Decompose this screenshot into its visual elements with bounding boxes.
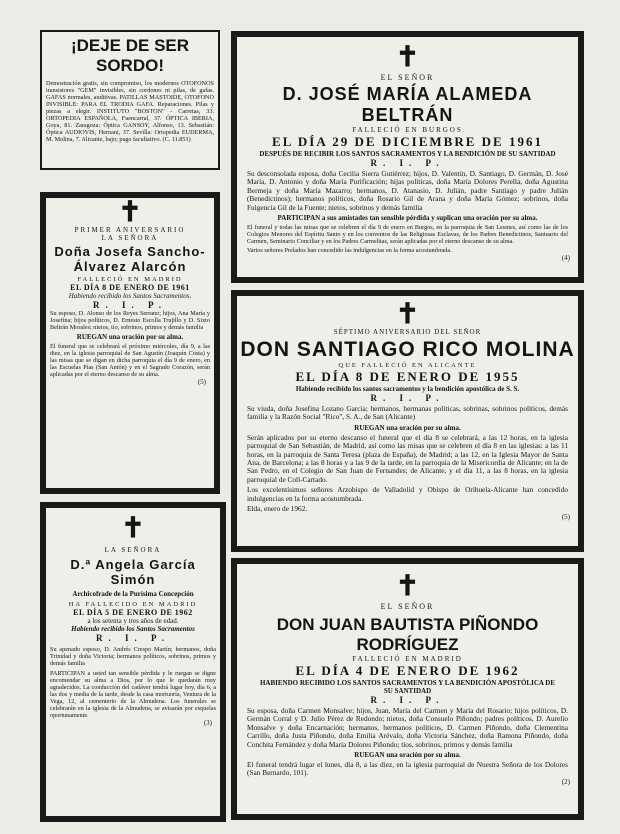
participan-text: PARTICIPAN a usted tan sensible pérdida y le ruegan se digne encomendar su alma a Dios, por lo que le quedarán muy agradecidos. La conducción del cadáver tendrá lugar hoy, día 6, a las dos y media de la tarde, desde la casa mortuoria, Ventura de la Vega, 12, al cementerio de la Almudena. Los funerales se celebrarán en la iglesia de la Almudena, se avisarán por esquelas oportunamente. (50, 670, 216, 719)
rip: R. I. P. (370, 393, 445, 403)
death-date: EL DÍA 5 DE ENERO DE 1962 (73, 608, 193, 617)
cross-icon: ✝ (395, 571, 420, 602)
anniversary-header: PRIMER ANIVERSARIO (74, 226, 186, 234)
fallecio-label: FALLECIÓ EN BURGOS (352, 126, 463, 134)
funeral-text: El funeral tendrá lugar el lunes, día 8, a las diez, en la iglesia parroquial de Nuestra Señora de los Dolores (San Bernardo, 101). (247, 760, 568, 778)
misas-text: Serán aplicados por su eterno descanso el funeral que el día 8 se celebrará, a las 12 horas, en la iglesia parroquial de San Sebastián, de Madrid, así como las misas que se celebren el día 8 en las iglesias: a las 11 horas, en la parroquia de Santa Teresa (plaza de España), de Madrid; a las 12, en la Iglesia Mayor de Santa Ana, de Barcelona; a las 8 horas y a las 9 de la tarde, en la parroquia de la Misericordia de Alicante; en la de San Pedro, en el Colegio de San Juan de Fernandes; de Alicante, y el día 11, a las 8 horas, en la iglesia parroquial de Coll-Cartado. (247, 432, 568, 484)
rip: R. I. P. (370, 158, 445, 168)
sacramentos: Habiendo recibido los santos sacramentos y la bendición apostólica de S. S. (295, 385, 520, 393)
ad-headline: ¡DEJE DE SER SORDO! (70, 36, 190, 75)
death-date: EL DÍA 29 DE DICIEMBRE DE 1961 (272, 134, 543, 149)
participan-text: PARTICIPAN a sus amistades tan sensible pérdida y suplican una oración por su alma. (277, 214, 538, 223)
rip: R. I. P. (93, 300, 167, 310)
death-date: EL DÍA 4 DE ENERO DE 1962 (295, 663, 520, 678)
la-senora-label: LA SEÑORA (104, 546, 162, 554)
deceased-name: DON JUAN BAUTISTA PIÑONDO RODRÍGUEZ (276, 615, 539, 654)
ad-ref: (5) (197, 378, 206, 386)
family-text: Su viuda, doña Josefina Lozano García; hermanos, hermanas políticas, sobrinas, sobrinos políticos, demás familia y la Razón Social "Rico", S. A., de San (Alicante) (247, 404, 568, 422)
family-text: Su esposo, D. Alonso de los Reyes Serrano; hijos, Ana María y Josefina; hijos políticos, D. Ernesto Escolla Trujillo y D. Sixto Beltrán Morales; nietos, tío, sobrinos, primos y demás familia (50, 310, 210, 331)
sacramentos: DESPUÉS DE RECIBIR LOS SANTOS SACRAMENTOS Y LA BENDICIÓN DE SU SANTIDAD (259, 150, 556, 158)
cross-icon: ✝ (395, 299, 420, 330)
deceased-name: Doña Josefa Sancho-Álvarez Alarcón (54, 244, 206, 274)
el-senor-label: EL SEÑOR (380, 73, 435, 82)
sacramentos: HABIENDO RECIBIDO LOS SANTOS SACRAMENTOS Y LA BENDICIÓN APOSTÓLICA DE SU SANTIDAD (259, 679, 556, 695)
deceased-name: D.ª Angela García Simón (70, 557, 196, 587)
ad-ref: (4) (561, 254, 570, 263)
fallecio-label: QUE FALLECIÓ EN ALICANTE (338, 362, 477, 369)
ad-body: Demostración gratis, sin compromiso, los modernos OTOFONOS transistores "GEM" invisibles, sin cordones ni pilas, de gafas. GAFAS normales, auditivas. PATILLAS MASTOIDE, OTOFONO INVISIBLE: PARA EL TRODIA GAFA. Reparaciones. Pilas y piezas a elegir. INSTITUTO "BOSTON" - Carretas, 33. ORTOPEDIA ESPAÑOLA, Fuencarral, 37. ÓPTICA IBERIA, Goya, 81. Zaragoza: Óptica GANSOY, Alfonso, 13. Sebastián: Óptica AUDIOVIS, Hernani, 37. Sevilla: Ortopedia EUDERMA, M. Molina, 7. Alicante, bajo; pago facultativo. (C. 11.851) (46, 80, 214, 143)
misas-text: El funeral y todas las misas que se celebren el día 9 de enero en Burgos, en la parroquia de San Lesmes, así como las de los Colegios Menores del Espíritu Santo y en los conventos de las Religiosas Esclavas, de los Padres Benedictinos, Santuario del Carmen, Seminario Conciliar y en los Padres Carmelitas, serán aplicadas por el eterno descanso de su alma. (247, 224, 568, 246)
family-text: Su desconsolada esposa, doña Cecilia Sierra Gutiérrez; hijos, D. Valentín, D. Santiago, D. Germán, D. José María, D. Antonio y doña María Purificación; hijas políticas, doña María Dolores Perella, doña Agustina Bermeja y doña María Mazarro; hermanos, D. Atanasio, D. Julián, padre Santiago y padre Julián (Benedictinos); hermanos políticos, doña Rosario Gil de Arana y doña María Gómez; sobrinos, doña Fulgencia Gil de la Fuente; nietos, sobrinos y demás familia (247, 169, 568, 212)
fallecio-label: FALLECIÓ EN MADRID (77, 276, 183, 283)
fallecio-label: HA FALLECIDO EN MADRID (68, 601, 198, 608)
age: a los setenta y tres años de edad. (87, 617, 179, 625)
family-text: Su apenado esposo, D. Andrés Crespo Martín; hermanos, doña Trinidad y doña Victoria; hermanos políticos, sobrinos, primos y demás familia (50, 646, 216, 667)
fallecio-label: FALLECIÓ EN MADRID (352, 655, 463, 663)
ad-deje-de-ser-sordo (40, 30, 220, 170)
indulgencias-text: Varios señores Prelados han concedido las indulgencias en la forma acostumbrada. (247, 247, 452, 255)
cross-icon: ✝ (118, 197, 142, 228)
sacramentos: Habiendo recibido los Santos Sacramentos (71, 625, 195, 633)
anniversary-header: SÉPTIMO ANIVERSARIO DEL SEÑOR (333, 328, 482, 336)
deceased-name: D. JOSÉ MARÍA ALAMEDA BELTRÁN (282, 84, 533, 125)
indulgencias-text: Los excelentísimos señores Arzobispo de Valladolid y Obispo de Orihuela-Alicante han concedido indulgencias en la forma acostumbrada. (247, 485, 568, 503)
ruegan-text: RUEGAN una oración por su alma. (354, 423, 461, 432)
cross-icon: ✝ (395, 42, 420, 73)
ad-ref: (2) (561, 777, 570, 786)
cofradia: Archicofrade de la Purísima Concepción (72, 590, 194, 598)
sacramentos: Habiendo recibido los Santos Sacramentos. (68, 292, 192, 300)
ad-ref: (3) (203, 719, 212, 727)
ruegan-text: RUEGAN una oración por su alma. (76, 333, 184, 341)
cross-icon: ✝ (121, 513, 145, 544)
death-date: EL DÍA 8 DE ENERO DE 1955 (295, 369, 520, 384)
esquela-alameda (231, 31, 584, 283)
esquela-garcia (40, 502, 226, 822)
la-senora-label: LA SEÑORA (101, 234, 159, 242)
el-senor-label: EL SEÑOR (380, 602, 435, 611)
esquela-sancho (40, 192, 220, 494)
ruegan-text: RUEGAN una oración por su alma. (354, 751, 461, 760)
esquela-pinondo (231, 558, 584, 820)
family-text: Su esposa, doña Carmen Monsalve; hijos, Juan, María del Carmen y María del Rosario; hijos políticos, D. Germán Corral y D. Julio Pérez de Redondo; nietos, doña Consuelo Piñondo; padres políticos, D. Aurelio Monsalve y doña Encarnación; hermanos, hermanos políticos, D. Carmen Piñondo, doña Clementina Carrillo, doña Justa Piñondo, doña Emilia Arévalo, doña Victoria Sánchez, doña Ramona Piñondo, doña Conchita Fernández y doña María Dolores Piñondo; tíos, sobrinos, primos y demás familia (247, 706, 568, 749)
esquela-rico (231, 290, 584, 552)
deceased-name: DON SANTIAGO RICO MOLINA (240, 338, 575, 361)
funeral-text: El funeral que se celebrará el próximo miércoles, día 9, a las diez, en la iglesia parroquial de San Agustín (Joaquín Costa) y las misas que se digan en dicha parroquia el día 9 de enero, en las Escuelas Pías (San Antón) y en el Sagrado Corazón, serán aplicadas por el eterno descanso de su alma. (50, 343, 210, 378)
rip: R. I. P. (370, 695, 445, 705)
death-date: EL DÍA 8 DE ENERO DE 1961 (70, 283, 190, 292)
place-date: Elda, enero de 1962. (247, 504, 308, 514)
ad-ref: (5) (561, 513, 570, 522)
rip: R. I. P. (96, 633, 170, 643)
